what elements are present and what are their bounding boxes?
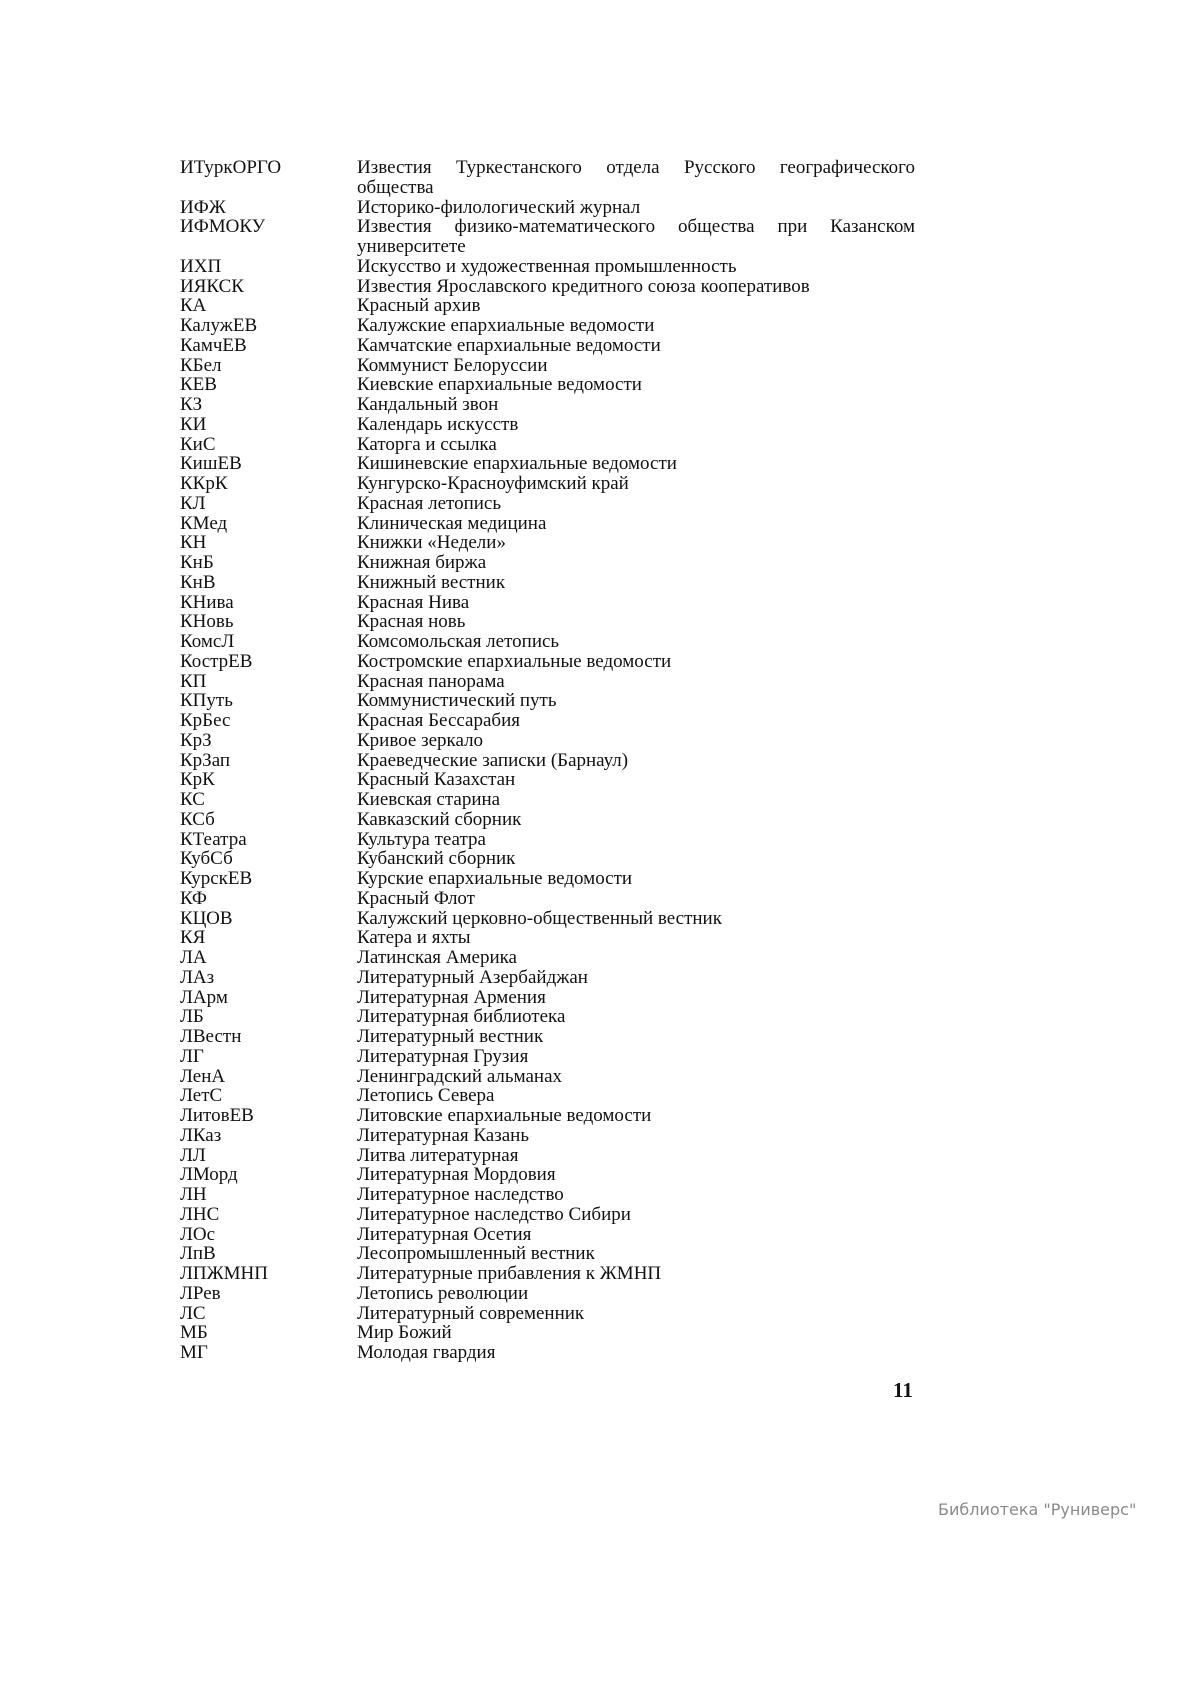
abbreviation-description: Лесопромышленный вестник — [357, 1243, 595, 1265]
abbreviation-description: Красный архив — [357, 295, 481, 317]
abbreviation-entry — [180, 435, 915, 455]
abbreviation-description: Искусство и художественная промышленность — [357, 255, 737, 277]
abbreviation-entry — [180, 277, 915, 297]
abbreviation-description: Камчатские епархиальные ведомости — [357, 334, 661, 356]
abbreviation-entry — [180, 790, 915, 810]
abbreviation-description: Литературный вестник — [357, 1026, 544, 1047]
abbreviation-description: Комсомольская летопись — [357, 631, 560, 652]
abbreviation-entry — [180, 1304, 915, 1324]
abbreviation-description: Кандальный звон — [357, 394, 499, 415]
abbreviation-list — [180, 158, 915, 1363]
abbreviation: КнБ — [180, 552, 214, 573]
abbreviation-description: Клиническая медицина — [357, 512, 547, 534]
abbreviation: КЗ — [180, 394, 203, 415]
abbreviation-entry — [180, 1205, 915, 1225]
abbreviation-description: Кривое зеркало — [357, 729, 484, 751]
abbreviation-entry — [180, 198, 915, 218]
abbreviation-entry — [180, 1146, 915, 1166]
abbreviation-entry — [180, 770, 915, 790]
abbreviation-description: Киевские епархиальные ведомости — [357, 374, 642, 396]
abbreviation-entry — [180, 375, 915, 395]
abbreviation-description: Литературное наследство Сибири — [357, 1203, 631, 1225]
abbreviation-description: Каторга и ссылка — [357, 433, 497, 455]
abbreviation-entry — [180, 1126, 915, 1146]
abbreviation-description: Книжная биржа — [357, 552, 487, 573]
abbreviation-entry — [180, 316, 915, 336]
abbreviation: КН — [180, 532, 207, 554]
abbreviation: КЛ — [180, 492, 206, 514]
abbreviation: ИФЖ — [180, 196, 226, 218]
abbreviation-entry — [180, 1047, 915, 1067]
abbreviation: ЛенА — [180, 1065, 226, 1087]
abbreviation-entry — [180, 869, 915, 889]
abbreviation: ЛАрм — [180, 986, 228, 1008]
abbreviation: КНива — [180, 591, 234, 613]
abbreviation: ЛРев — [180, 1282, 221, 1304]
abbreviation-description: Красная новь — [357, 611, 466, 633]
abbreviation-description: Кубанский сборник — [357, 848, 516, 870]
abbreviation: ЛНС — [180, 1203, 220, 1225]
abbreviation: КубСб — [180, 848, 233, 870]
abbreviation-entry — [180, 1027, 915, 1047]
abbreviation-entry — [180, 928, 915, 948]
abbreviation-description: Кунгурско-Красноуфимский край — [357, 473, 629, 494]
abbreviation-entry — [180, 257, 915, 277]
abbreviation: КамчЕВ — [180, 334, 247, 356]
abbreviation-entry — [180, 1165, 915, 1185]
abbreviation-entry — [180, 217, 915, 257]
abbreviation-description: Книжный вестник — [357, 571, 506, 593]
abbreviation: КП — [180, 670, 207, 692]
abbreviation: КМед — [180, 512, 228, 534]
abbreviation-description: Коммунистический путь — [357, 690, 557, 712]
abbreviation-description: Литературная Грузия — [357, 1045, 529, 1067]
abbreviation-entry — [180, 1106, 915, 1126]
abbreviation-entry — [180, 1086, 915, 1106]
abbreviation: КишЕВ — [180, 453, 242, 475]
abbreviation-entry — [180, 395, 915, 415]
abbreviation-description: Литовские епархиальные ведомости — [357, 1105, 652, 1126]
abbreviation: ККрК — [180, 473, 228, 494]
abbreviation-description: Катера и яхты — [357, 927, 471, 949]
abbreviation-entry — [180, 948, 915, 968]
abbreviation: ЛВестн — [180, 1026, 242, 1047]
abbreviation-entry — [180, 533, 915, 553]
abbreviation-description: Кишиневские епархиальные ведомости — [357, 453, 677, 475]
abbreviation: КурскЕВ — [180, 868, 253, 889]
abbreviation-description: Культура театра — [357, 828, 486, 850]
abbreviation-description: Известия Ярославского кредитного союза кооперативов — [357, 275, 810, 297]
abbreviation-description: Литературная Осетия — [357, 1223, 532, 1245]
abbreviation-description: Известия физико-математического общества при Казанском университете — [357, 216, 915, 257]
abbreviation: ЛГ — [180, 1045, 204, 1067]
abbreviation: ЛАз — [180, 966, 215, 988]
abbreviation-description: Калужский церковно-общественный вестник — [357, 907, 722, 929]
abbreviation: ЛПЖМНП — [180, 1263, 268, 1284]
abbreviation: КБел — [180, 354, 222, 376]
abbreviation-description: Красная Бессарабия — [357, 710, 520, 731]
abbreviation-description: Литературный современник — [357, 1302, 585, 1324]
abbreviation: КТеатра — [180, 828, 247, 850]
abbreviation-description: Краеведческие записки (Барнаул) — [357, 749, 629, 771]
abbreviation: КрБес — [180, 710, 231, 731]
abbreviation-description: Летопись революции — [357, 1282, 529, 1304]
abbreviation-entry — [180, 296, 915, 316]
abbreviation: КалужЕВ — [180, 315, 258, 336]
abbreviation-description: Литературная Казань — [357, 1124, 530, 1146]
abbreviation-entry — [180, 672, 915, 692]
abbreviation: КЯ — [180, 927, 206, 949]
abbreviation: КомсЛ — [180, 631, 235, 652]
abbreviation-description: Литературные прибавления к ЖМНП — [357, 1263, 662, 1284]
abbreviation-description: Литературная Армения — [357, 986, 546, 1008]
abbreviation-description: Калужские епархиальные ведомости — [357, 315, 655, 336]
abbreviation: ИЯКСК — [180, 275, 244, 297]
watermark: Библиотека "Руниверс" — [938, 1500, 1137, 1519]
abbreviation: ИТуркОРГО — [180, 157, 282, 178]
abbreviation: КрЗ — [180, 729, 212, 751]
abbreviation: КиС — [180, 433, 216, 455]
abbreviation-entry — [180, 889, 915, 909]
abbreviation-description: Книжки «Недели» — [357, 532, 506, 554]
page-number: 11 — [893, 1378, 913, 1402]
abbreviation-entry — [180, 514, 915, 534]
abbreviation-entry — [180, 1284, 915, 1304]
abbreviation-description: Литературная Мордовия — [357, 1164, 556, 1186]
abbreviation-entry — [180, 691, 915, 711]
abbreviation: КФ — [180, 887, 207, 909]
abbreviation-entry — [180, 830, 915, 850]
abbreviation-entry — [180, 612, 915, 632]
abbreviation-description: Курские епархиальные ведомости — [357, 868, 633, 889]
abbreviation-entry — [180, 1323, 915, 1343]
abbreviation: МБ — [180, 1322, 208, 1344]
abbreviation-description: Красная панорама — [357, 670, 505, 692]
abbreviation: ЛБ — [180, 1006, 204, 1028]
abbreviation-entry — [180, 573, 915, 593]
abbreviation-entry — [180, 593, 915, 613]
abbreviation-description: Красная Нива — [357, 591, 470, 613]
abbreviation: КСб — [180, 808, 215, 830]
abbreviation-entry — [180, 1185, 915, 1205]
abbreviation-entry — [180, 988, 915, 1008]
abbreviation-description: Молодая гвардия — [357, 1342, 496, 1363]
abbreviation-entry — [180, 474, 915, 494]
abbreviation-entry — [180, 810, 915, 830]
abbreviation-description: Литературная библиотека — [357, 1006, 566, 1028]
abbreviation: КрЗап — [180, 749, 231, 771]
abbreviation-entry — [180, 1067, 915, 1087]
abbreviation-entry — [180, 1225, 915, 1245]
abbreviation: КрК — [180, 769, 215, 791]
abbreviation: МГ — [180, 1342, 208, 1363]
abbreviation: ЛА — [180, 947, 207, 968]
abbreviation-entry — [180, 494, 915, 514]
abbreviation: КЕВ — [180, 374, 217, 396]
abbreviation-description: Кавказский сборник — [357, 808, 522, 830]
abbreviation-entry — [180, 1343, 915, 1363]
abbreviation: ЛС — [180, 1302, 206, 1324]
abbreviation: ИХП — [180, 255, 222, 277]
abbreviation: ЛитовЕВ — [180, 1105, 254, 1126]
abbreviation-entry — [180, 1007, 915, 1027]
abbreviation-description: Литературное наследство — [357, 1184, 564, 1205]
abbreviation: ЛМорд — [180, 1164, 238, 1186]
abbreviation-description: Литва литературная — [357, 1144, 519, 1166]
abbreviation-description: Историко-филологический журнал — [357, 196, 641, 218]
abbreviation-entry — [180, 454, 915, 474]
abbreviation: ИФМОКУ — [180, 216, 266, 238]
abbreviation-entry — [180, 968, 915, 988]
abbreviation-description: Красный Флот — [357, 887, 475, 909]
abbreviation: КНовь — [180, 611, 234, 633]
abbreviation-description: Мир Божий — [357, 1322, 452, 1344]
abbreviation-description: Красный Казахстан — [357, 769, 516, 791]
abbreviation: КПуть — [180, 690, 233, 712]
abbreviation-entry — [180, 751, 915, 771]
abbreviation-description: Ленинградский альманах — [357, 1065, 563, 1087]
abbreviation: ЛпВ — [180, 1243, 216, 1265]
abbreviation-entry — [180, 849, 915, 869]
abbreviation: КЦОВ — [180, 907, 233, 929]
abbreviation: КС — [180, 789, 205, 810]
abbreviation-description: Летопись Севера — [357, 1085, 495, 1107]
abbreviation-entry — [180, 415, 915, 435]
abbreviation-description: Латинская Америка — [357, 947, 517, 968]
abbreviation-entry — [180, 1264, 915, 1284]
abbreviation-description: Костромские епархиальные ведомости — [357, 650, 672, 672]
abbreviation-description: Киевская старина — [357, 789, 501, 810]
abbreviation-entry — [180, 652, 915, 672]
abbreviation: ЛетС — [180, 1085, 223, 1107]
abbreviation-entry — [180, 553, 915, 573]
abbreviation-description: Красная летопись — [357, 492, 502, 514]
abbreviation-description: Литературный Азербайджан — [357, 966, 588, 988]
abbreviation-description: Календарь искусств — [357, 413, 519, 435]
abbreviation: ЛЛ — [180, 1144, 206, 1166]
abbreviation: КИ — [180, 413, 207, 435]
abbreviation-entry — [180, 336, 915, 356]
abbreviation: ЛН — [180, 1184, 207, 1205]
abbreviation-entry — [180, 356, 915, 376]
abbreviation: КнВ — [180, 571, 216, 593]
abbreviation: КострЕВ — [180, 650, 253, 672]
abbreviation-entry — [180, 632, 915, 652]
abbreviation: КА — [180, 295, 207, 317]
abbreviation: ЛОс — [180, 1223, 216, 1245]
abbreviation-entry — [180, 1244, 915, 1264]
abbreviation: ЛКаз — [180, 1124, 222, 1146]
abbreviation-description: Известия Туркестанского отдела Русского географического общества — [357, 157, 915, 198]
abbreviation-entry — [180, 158, 915, 198]
abbreviation-entry — [180, 909, 915, 929]
abbreviation-description: Коммунист Белоруссии — [357, 354, 548, 376]
abbreviation-entry — [180, 731, 915, 751]
abbreviation-entry — [180, 711, 915, 731]
